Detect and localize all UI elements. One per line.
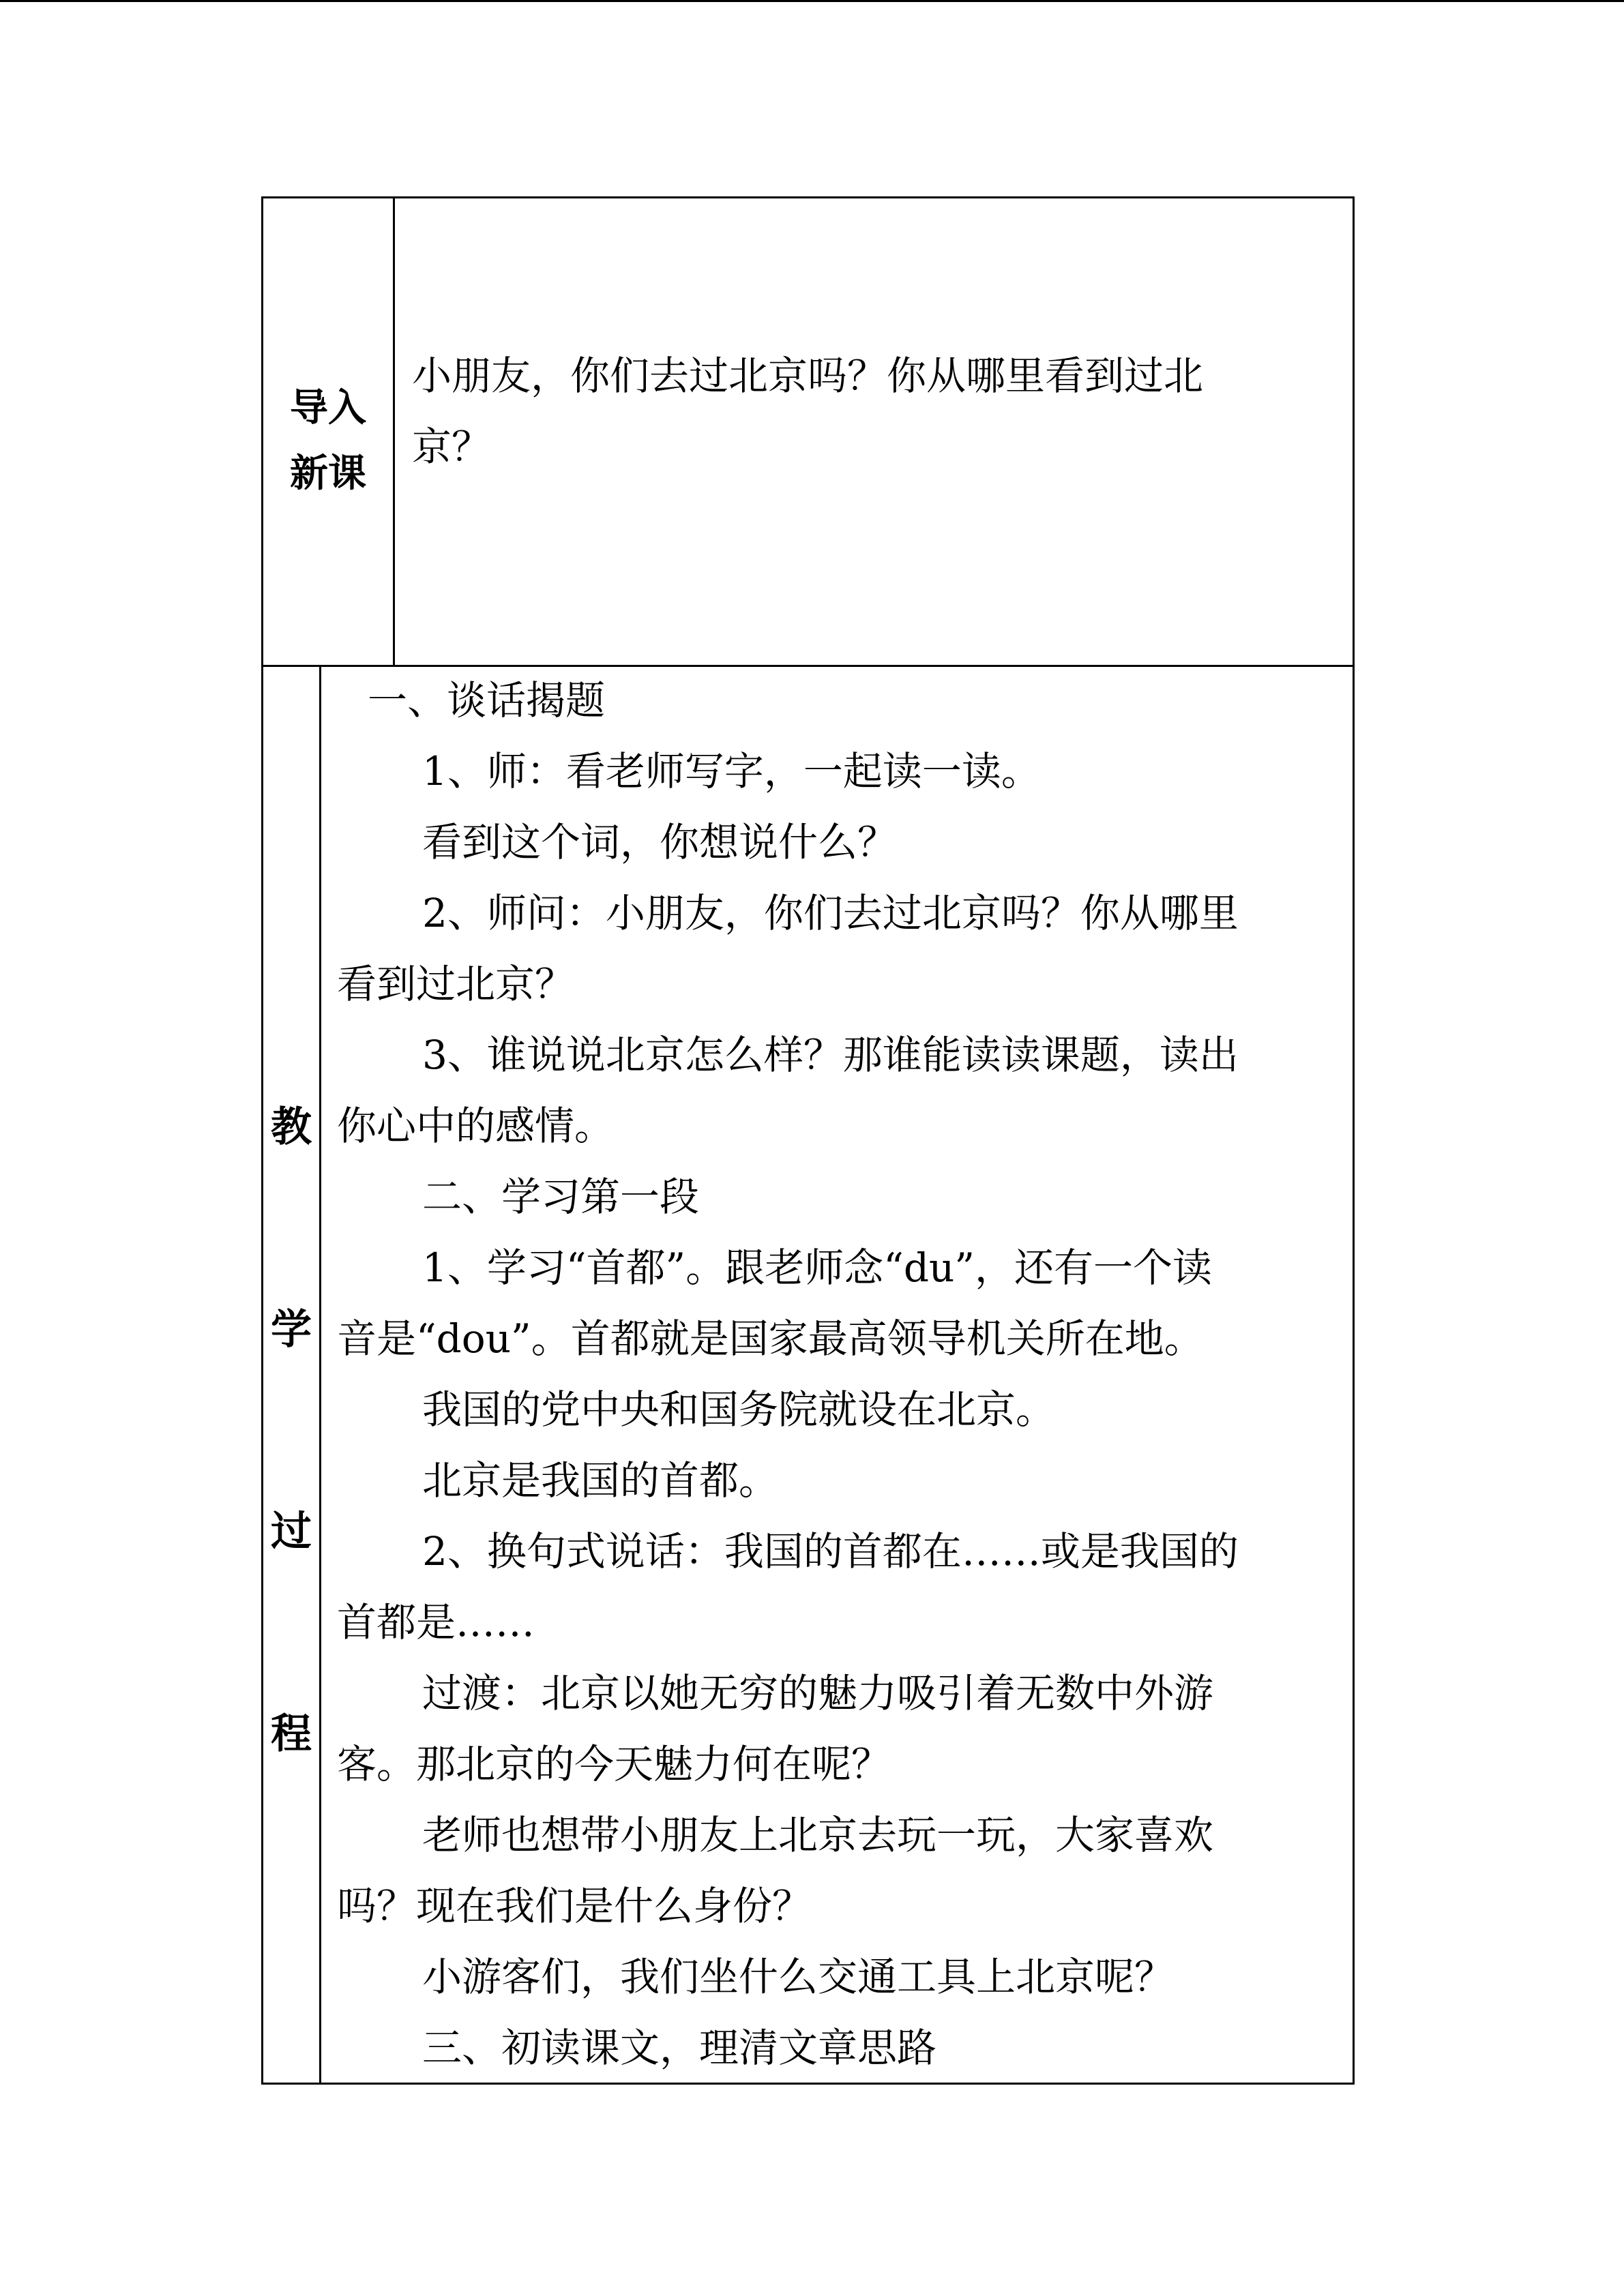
section-heading: 一、谈话揭题 [368,677,606,724]
intro-label [263,376,393,507]
section-heading: 二、学习第一段 [422,1174,700,1220]
body-line: 客。那北京的今天魅力何在呢？ [337,1741,891,1787]
process-label-char: 教 [271,1103,312,1151]
body-line: 老师也想带小朋友上北京去玩一玩，大家喜欢 [422,1812,1214,1858]
intro-label-line1: 导入 [290,386,366,430]
body-line: 小游客们，我们坐什么交通工具上北京呢？ [422,1954,1175,2000]
process-label-cell [263,667,321,2083]
body-line: 2、师问：小朋友，你们去过北京吗？你从哪里 [422,890,1239,936]
body-line: 你心中的感情。 [337,1103,615,1149]
body-line: 吗？现在我们是什么身份？ [337,1883,812,1929]
process-label-char: 过 [271,1508,312,1555]
body-line: 看到过北京？ [337,961,575,1007]
process-label-char: 学 [271,1306,312,1354]
intro-content [412,340,1333,482]
lesson-plan-table [261,196,1355,2085]
intro-text-line1: 小朋友，你们去过北京吗？你从哪里看到过北 [412,353,1204,399]
body-line: 看到这个词，你想说什么？ [422,819,898,865]
body-line: 音是“dou”。首都就是国家最高领导机关所在地。 [337,1315,1204,1362]
intro-row [263,198,1353,667]
process-label-char: 程 [271,1710,312,1758]
process-row [263,667,1353,2083]
body-line: 1、师：看老师写字，一起读一读。 [422,748,1041,794]
top-rule [0,0,1624,2]
process-body [337,667,1340,2083]
intro-label-cell [263,198,395,665]
intro-label-line2: 新课 [290,451,366,496]
body-line: 北京是我国的首都。 [422,1457,779,1504]
body-line: 2、换句式说话：我国的首都在……或是我国的 [422,1528,1239,1575]
body-line: 首都是…… [337,1599,535,1645]
body-line: 3、谁说说北京怎么样？那谁能读读课题，读出 [422,1032,1239,1078]
body-line: 我国的党中央和国务院就设在北京。 [422,1386,1056,1433]
section-heading: 三、初读课文，理清文章思路 [422,2025,937,2071]
body-line: 过渡：北京以她无穷的魅力吸引着无数中外游 [422,1670,1214,1716]
body-line: 1、学习“首都”。跟老师念“du”，还有一个读 [422,1244,1212,1291]
intro-text-line2: 京？ [412,423,492,470]
